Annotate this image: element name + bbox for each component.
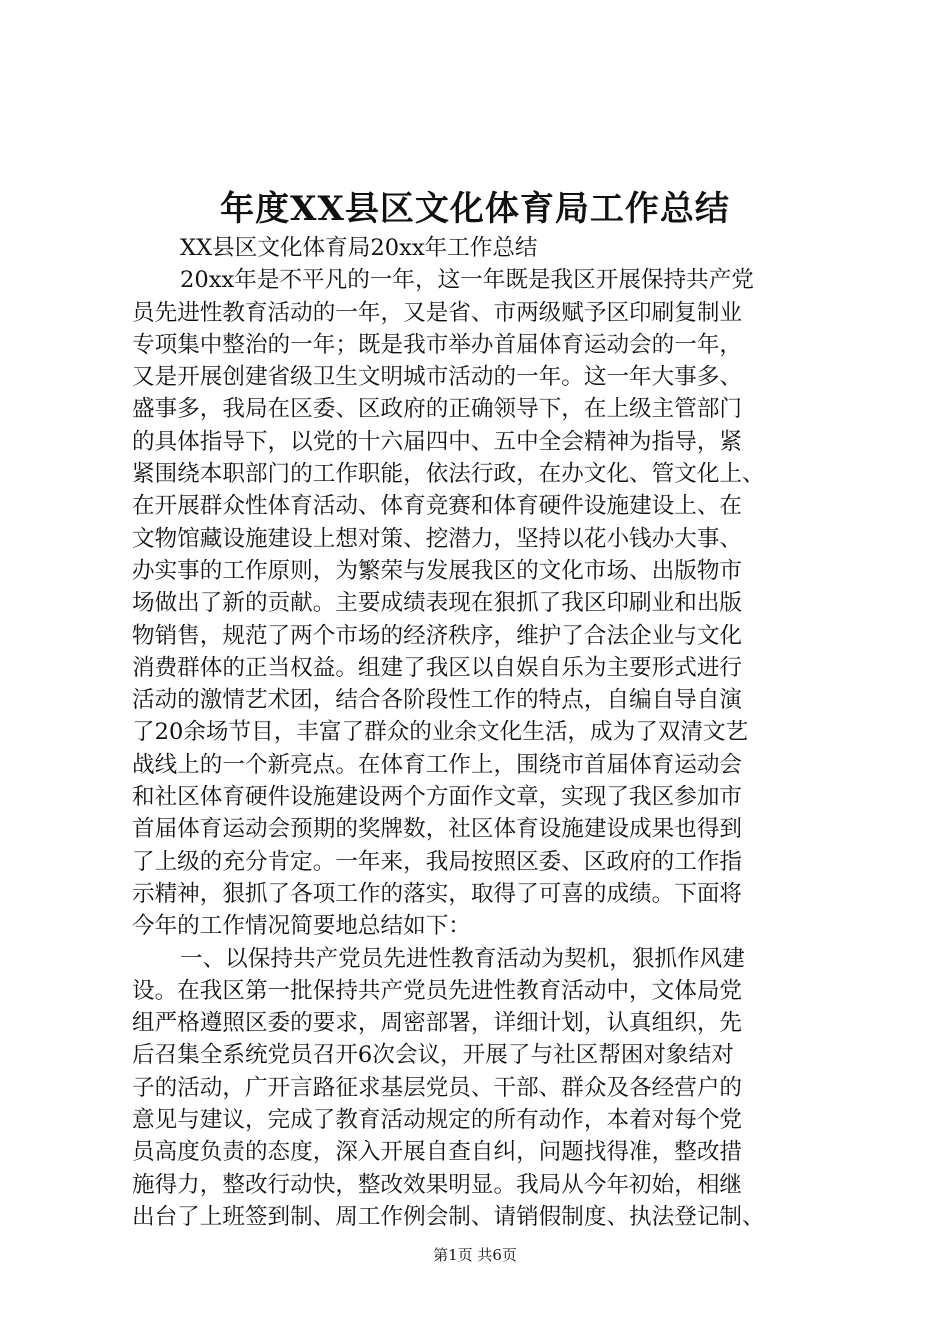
paragraph-line: 盛事多，我局在区委、区政府的正确领导下，在上级主管部门 (132, 396, 743, 423)
paragraph-line: 今年的工作情况简要地总结如下： (132, 913, 471, 940)
paragraph-line: 消费群体的正当权益。组建了我区以自娱自乐为主要形式进行 (132, 654, 743, 681)
paragraph-line: 紧围绕本职部门的工作职能，依法行政，在办文化、管文化上、 (132, 461, 765, 488)
paragraph-line: 专项集中整治的一年；既是我市举办首届体育运动会的一年， (132, 331, 743, 358)
paragraph-line: 场做出了新的贡献。主要成绩表现在狠抓了我区印刷业和出版 (132, 590, 743, 617)
document-body (132, 232, 822, 1233)
paragraph-line: 的具体指导下，以党的十六届四中、五中全会精神为指导，紧 (132, 428, 743, 455)
paragraph-line: 示精神，狠抓了各项工作的落实，取得了可喜的成绩。下面将 (132, 880, 743, 907)
paragraph-line: 战线上的一个新亮点。在体育工作上，围绕市首届体育运动会 (132, 751, 743, 778)
paragraph-line: 员先进性教育活动的一年，又是省、市两级赋予区印刷复制业 (132, 299, 743, 326)
paragraph-line: 活动的激情艺术团，结合各阶段性工作的特点，自编自导自演 (132, 687, 743, 714)
paragraph-line: 组严格遵照区委的要求，周密部署，详细计划，认真组织，先 (132, 1010, 743, 1037)
paragraph-line: 了上级的充分肯定。一年来，我局按照区委、区政府的工作指 (132, 848, 743, 875)
subtitle-line: XX县区文化体育局20xx年工作总结 (180, 235, 538, 261)
document-title: 年度XX县区文化体育局工作总结 (220, 189, 730, 229)
paragraph-line: 在开展群众性体育活动、体育竞赛和体育硬件设施建设上、在 (132, 493, 743, 520)
paragraph-line: 又是开展创建省级卫生文明城市活动的一年。这一年大事多、 (132, 364, 743, 391)
paragraph-line: 出台了上班签到制、周工作例会制、请销假制度、执法登记制、 (132, 1203, 765, 1230)
paragraph-line: 文物馆藏设施建设上想对策、挖潜力，坚持以花小钱办大事、 (132, 525, 743, 552)
paragraph-line: 后召集全系统党员召开6次会议，开展了与社区帮困对象结对 (132, 1042, 734, 1069)
paragraph-line: 子的活动，广开言路征求基层党员、干部、群众及各经营户的 (132, 1074, 743, 1101)
paragraph-line: 20xx年是不平凡的一年，这一年既是我区开展保持共产党 (180, 267, 754, 294)
paragraph-line: 办实事的工作原则，为繁荣与发展我区的文化市场、出版物市 (132, 557, 743, 584)
paragraph-line: 施得力，整改行动快，整改效果明显。我局从今年初始，相继 (132, 1171, 743, 1198)
paragraph-line: 一、以保持共产党员先进性教育活动为契机，狠抓作风建 (180, 945, 745, 972)
page-number-footer: 第1页 共6页 (433, 1246, 517, 1264)
paragraph-line: 首届体育运动会预期的奖牌数，社区体育设施建设成果也得到 (132, 816, 743, 843)
paragraph-line: 设。在我区第一批保持共产党员先进性教育活动中，文体局党 (132, 977, 743, 1004)
paragraph-line: 物销售，规范了两个市场的经济秩序，维护了合法企业与文化 (132, 622, 743, 649)
paragraph-line: 意见与建议，完成了教育活动规定的所有动作，本着对每个党 (132, 1107, 743, 1134)
paragraph-line: 了20余场节目，丰富了群众的业余文化生活，成为了双清文艺 (132, 719, 749, 746)
paragraph-line: 员高度负责的态度，深入开展自查自纠，问题找得准，整改措 (132, 1139, 743, 1166)
paragraph-line: 和社区体育硬件设施建设两个方面作文章，实现了我区参加市 (132, 784, 743, 811)
